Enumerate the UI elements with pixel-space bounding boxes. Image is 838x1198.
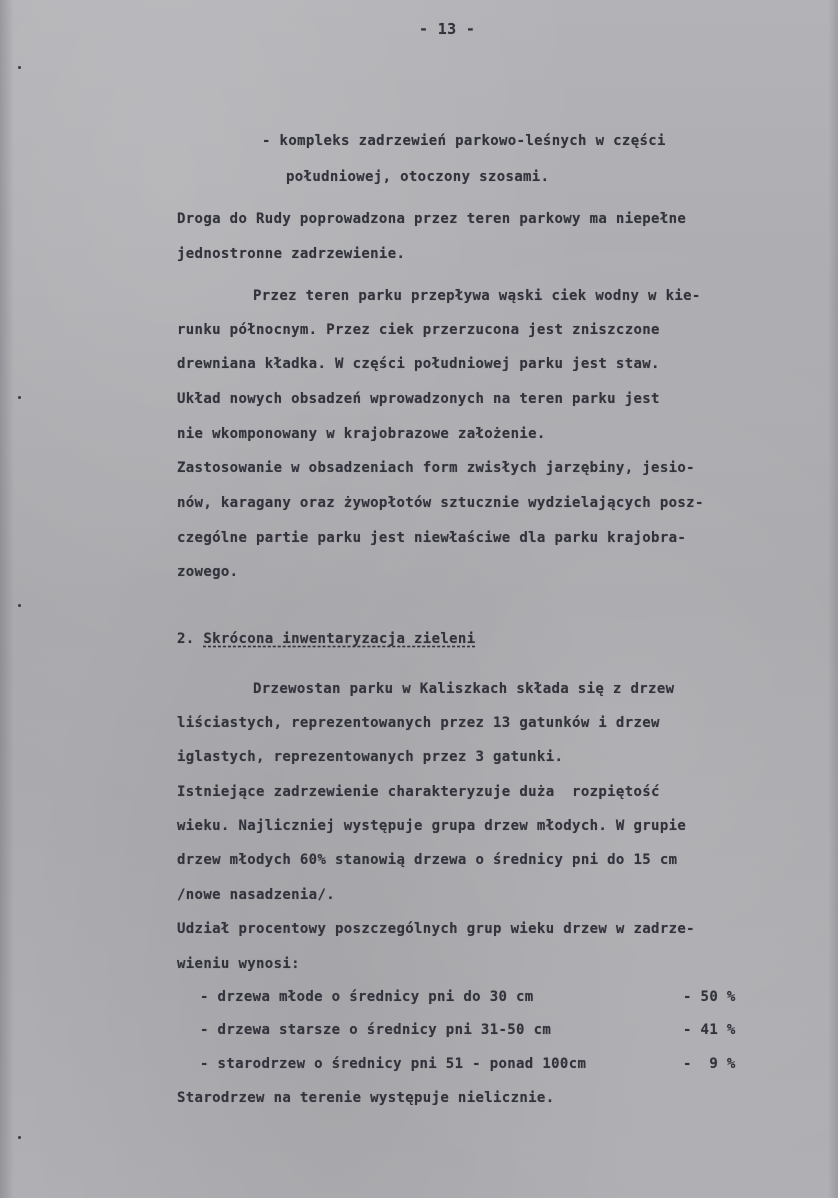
text-line: Drzewostan parku w Kaliszkach składa się z drzew: [253, 681, 675, 697]
age-group-label: - starodrzew o średnicy pni 51 - ponad 100cm: [200, 1056, 587, 1072]
text-line: - kompleks zadrzewień parkowo-leśnych w części: [262, 133, 666, 149]
text-line: liściastych, reprezentowanych przez 13 gatunków i drzew: [177, 715, 660, 731]
text-line: drzew młodych 60% stanowią drzewa o średnicy pni do 15 cm: [177, 852, 678, 868]
text-line: Starodrzew na terenie występuje nielicznie.: [177, 1090, 555, 1106]
text-line: Droga do Rudy poprowadzona przez teren parkowy ma niepełne: [177, 211, 687, 227]
section-title: Skrócona inwentaryzacja zieleni: [203, 631, 476, 647]
age-group-label: - drzewa młode o średnicy pni do 30 cm: [200, 989, 534, 1005]
age-group-value: - 9 %: [683, 1056, 736, 1072]
text-line: iglastych, reprezentowanych przez 3 gatunki.: [177, 749, 564, 765]
age-group-value: - 50 %: [683, 989, 736, 1005]
text-line: Zastosowanie w obsadzeniach form zwisłych jarzębiny, jesio-: [177, 460, 695, 476]
text-line: wieku. Najliczniej występuje grupa drzew młodych. W grupie: [177, 818, 687, 834]
text-line: zowego.: [177, 564, 239, 580]
text-line: południowej, otoczony szosami.: [286, 169, 550, 185]
text-line: drewniana kładka. W części południowej parku jest staw.: [177, 356, 660, 372]
age-group-value: - 41 %: [683, 1022, 736, 1038]
text-line: jednostronne zadrzewienie.: [177, 246, 406, 262]
text-line: nów, karagany oraz żywopłotów sztucznie wydzielających posz-: [177, 495, 704, 511]
punch-hole-mark: [18, 66, 21, 69]
text-line: Układ nowych obsadzeń wprowadzonych na teren parku jest: [177, 391, 660, 407]
text-line: Udział procentowy poszczególnych grup wieku drzew w zadrze-: [177, 921, 695, 937]
section-heading: [177, 630, 475, 648]
text-line: czególne partie parku jest niewłaściwe dla parku krajobra-: [177, 530, 687, 546]
text-line: Istniejące zadrzewienie charakteryzuje duża rozpiętość: [177, 784, 660, 800]
punch-hole-mark: [18, 604, 21, 607]
punch-hole-mark: [18, 396, 21, 399]
page-number: - 13 -: [419, 20, 476, 38]
text-line: nie wkomponowany w krajobrazowe założenie.: [177, 426, 546, 442]
text-line: runku północnym. Przez ciek przerzucona jest zniszczone: [177, 322, 660, 338]
text-line: /nowe nasadzenia/.: [177, 887, 336, 903]
section-number: 2.: [177, 631, 195, 647]
age-group-label: - drzewa starsze o średnicy pni 31-50 cm: [200, 1022, 552, 1038]
text-line: wieniu wynosi:: [177, 956, 300, 972]
punch-hole-mark: [18, 1136, 21, 1139]
text-line: Przez teren parku przepływa wąski ciek wodny w kie-: [253, 288, 701, 304]
